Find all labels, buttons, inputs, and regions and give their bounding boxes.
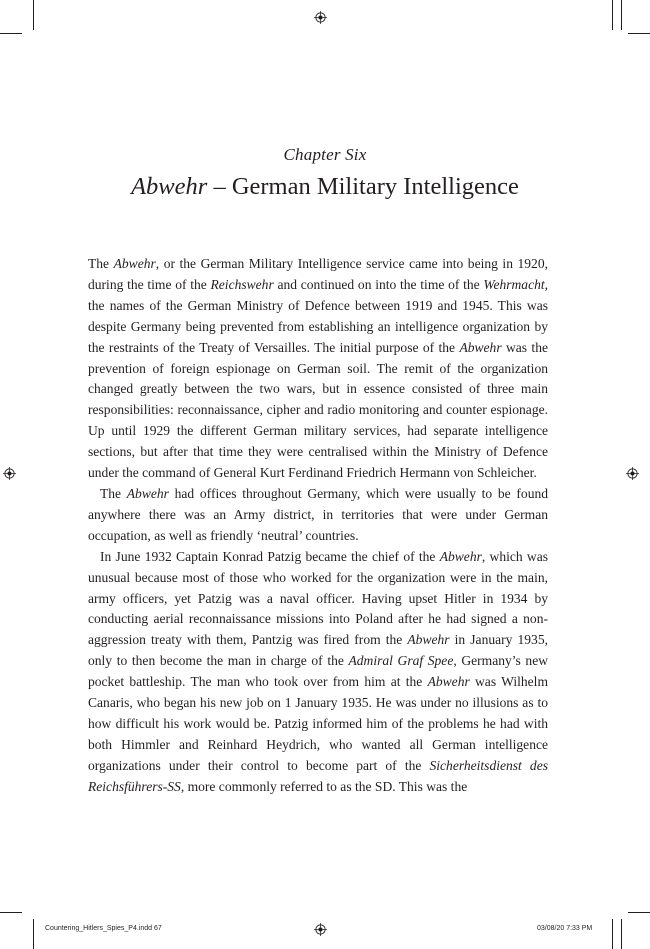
italic-term: Sicherheitsdienst des Reichsführers-SS [88, 757, 548, 794]
text-run: was the prevention of foreign espionage on German soil. The remit of the organization changed greatly between the two wars, but in essence consisted of three main responsibilities: reconnaissance, cipher and radio monitoring and counter espionage. Up until 1929 the different German military services, had separate intelligence sections, but after that time they were centralised within the Ministry of Defence under the command of General Kurt Ferdinand Friedrich Hermann von Schleicher. [88, 339, 548, 481]
crop-mark [628, 912, 650, 913]
italic-term: Abwehr [126, 485, 169, 501]
text-run: and continued on into the time of the [273, 276, 484, 292]
body-paragraph [88, 254, 548, 484]
registration-mark-icon [3, 467, 16, 480]
crop-mark [33, 919, 34, 949]
text-run: in January 1935, only to then become the man in charge of the [88, 632, 548, 669]
italic-term: Abwehr [113, 256, 156, 271]
chapter-number: Chapter Six [283, 145, 367, 164]
text-run: was Wilhelm Canaris, who began his new job on 1 January 1935. He was under no illusions as to how difficult his work would be. Patzig informed him of the problems he had with both Himmler and Reinhard Heydrich, who wanted all German intelligence organizations under their control to become part of the [88, 674, 548, 773]
crop-mark [621, 0, 622, 30]
crop-mark [612, 0, 613, 30]
text-run: The [88, 256, 114, 271]
chapter-title-italic: Abwehr [131, 173, 208, 200]
text-run: In June 1932 Captain Konrad Patzig became the chief of the [100, 548, 440, 564]
italic-term: Abwehr [439, 548, 482, 564]
crop-mark [33, 0, 34, 30]
text-run: , more commonly referred to as the SD. This was the [180, 778, 468, 794]
crop-mark [0, 33, 22, 34]
crop-mark [621, 919, 622, 949]
italic-term: Abwehr [407, 632, 450, 648]
registration-mark-icon [626, 467, 639, 480]
registration-mark-icon [314, 923, 327, 936]
crop-mark [628, 33, 650, 34]
crop-mark [0, 912, 22, 913]
italic-term: Abwehr [459, 339, 502, 355]
body-paragraph [88, 484, 548, 547]
body-text [88, 254, 548, 798]
italic-term: Abwehr [427, 674, 470, 690]
italic-term: Reichswehr [210, 276, 274, 292]
chapter-title-rest: – German Military Intelligence [207, 173, 519, 200]
slug-timestamp: 03/08/20 7:33 PM [537, 925, 593, 932]
text-run: , or the German Military Intelligence service came into being in 1920, during the time of the [88, 256, 548, 292]
italic-term: Wehrmacht, [483, 276, 549, 292]
text-run: , Germany’s new pocket battleship. The man who took over from him at the [88, 653, 549, 690]
text-run: , which was unusual because most of those who worked for the organization were in the main, army officers, yet Patzig was a naval officer. Having upset Hitler in 1934 by conducting aerial reconnaissance missions into Poland after he had signed a non-aggression treaty with them, Pantzig was fired from the [88, 548, 548, 648]
chapter-title [0, 173, 650, 201]
slug-filename: Countering_Hitlers_Spies_P4.indd 67 [45, 925, 162, 932]
text-run: the names of the German Ministry of Defence between 1919 and 1945. This was despite Germany being prevented from establishing an intelligence organization by the restraints of the Treaty of Versailles. The initial purpose of the [88, 297, 548, 355]
body-paragraph [88, 547, 548, 798]
registration-mark-icon [314, 11, 327, 24]
text-run: had offices throughout Germany, which were usually to be found anywhere there was an Army district, in territories that were under German occupation, as well as friendly ‘neutral’ countries. [88, 485, 549, 543]
italic-term: Admiral Graf Spee [348, 653, 454, 669]
crop-mark [612, 919, 613, 949]
text-run: The [100, 485, 127, 501]
